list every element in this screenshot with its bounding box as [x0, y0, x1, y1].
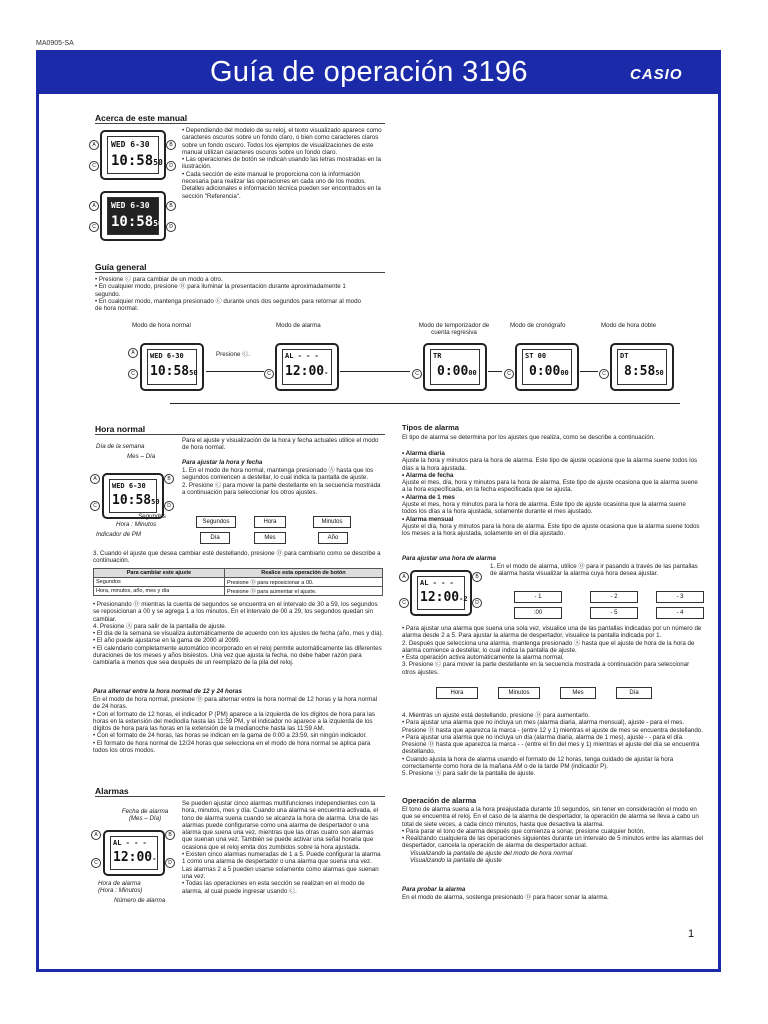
- seq-year: Año: [318, 532, 348, 544]
- month-day-label: Mes – Día: [127, 453, 156, 460]
- button-c-icon: C: [90, 501, 100, 511]
- watch-alarm-detail: AL - - - 12:00-: [103, 830, 165, 876]
- about-bullet: • Las operaciones de botón se indican usando las letras mostradas en la ilustración.: [182, 156, 381, 171]
- button-c-icon: C: [89, 161, 99, 171]
- day-of-week-label: Día de la semana: [96, 443, 145, 450]
- button-c-icon: C: [91, 858, 101, 868]
- alarm-op-text: El tono de alarma suena a la hora preajustada durante 10 segundos, sin tener en consideración el modo en que se encuentra el reloj. En el caso de la alarma de despertador, la operación de alarma se lleva a cabo un total de siete veces, a cada cinco minutos, hasta que desactiva la alarma. • Para parar el tono de alarma después que comienza a sonar, presione cualquier botón. • Realizando cualquiera de las operaciones siguientes durante un intervalo de 5 minutos entre las alarmas del despertador, cancela la operación de alarma de despertador actual. Visualizando la pantalla de ajuste del modo de hora normal Visualizando la pantalla de ajuste: [402, 806, 704, 865]
- press-c-label: Presione Ⓒ.: [216, 351, 251, 358]
- button-b-icon: B: [472, 572, 482, 582]
- alarm-seq-5: - 5: [590, 607, 638, 619]
- arrow-line: [340, 371, 410, 372]
- alarm-time-label: Hora de alarma (Hora : Minutos): [98, 880, 143, 894]
- button-d-icon: D: [166, 222, 176, 232]
- seq2-minutes: Minutos: [498, 687, 540, 699]
- alarm-number-label: Número de alarma: [114, 897, 166, 904]
- button-d-icon: D: [165, 858, 175, 868]
- alarm-types-heading: Tipos de alarma: [402, 423, 459, 432]
- button-c-icon: C: [412, 369, 422, 379]
- seq2-hour: Hora: [436, 687, 478, 699]
- alarm-seq-2: - 2: [590, 591, 638, 603]
- mode-label: Modo de hora doble: [601, 322, 657, 329]
- seq-hour: Hora: [254, 516, 286, 528]
- set-alarm-title: Para ajustar una hora de alarma: [402, 555, 496, 562]
- watch-alarm-set: AL - - - 12:00-2: [410, 570, 472, 616]
- watch-timekeeping: WED 6-30 10:5850: [140, 343, 204, 391]
- casio-logo: CASIO: [630, 66, 683, 83]
- button-c-icon: C: [599, 369, 609, 379]
- page-number: 1: [688, 928, 695, 940]
- alarm-types-list: • Alarma diaria Ajuste la hora y minutos para la hora de alarma. Este tipo de ajuste ocasiona que la alarma suene todos los días a la hora ajustada. • Alarma de fecha Ajuste el mes, día, hora y minutos para la hora de alarma. Este tipo de ajuste ocasiona que la alarma suene a la hora especificada, en la fecha especificada que se ajusta. • Alarma de 1 mes Ajuste el mes, hora y minutos para la hora de alarma. Este tipo de ajuste ocasiona que la alarma suene todos los días a la hora ajustada, solamente durante el mes ajustado. • Alarma mensual Ajuste el día, hora y minutos para la hora de alarma. Este tipo de ajuste ocasiona que la alarma suene todos los meses a la hora ajustada, solamente en el día ajustado.: [402, 450, 700, 538]
- watch-timekeeping-detail: WED 6-30 10:5850: [102, 473, 164, 519]
- test-alarm-text: En el modo de alarma, sostenga presionado Ⓓ para hacer sonar la alarma.: [402, 894, 609, 901]
- seq2-month: Mes: [560, 687, 596, 699]
- button-c-icon: C: [264, 369, 274, 379]
- pm-indicator-label: Indicador de PM: [96, 531, 142, 538]
- about-bullet: • Dependiendo del modelo de su reloj, el texto visualizado aparece como caracteres oscuros sobre un fondo claro, o bien como caracteres claros sobre un fondo oscuro. Todos los ejemplos de visualizaciones de este manual utilizan caracteres oscuros sobre un fondo claro.: [182, 127, 382, 156]
- page-title: Guía de operación 3196: [210, 56, 528, 88]
- seq-seconds: Segundos: [196, 516, 236, 528]
- alarms-text: Se pueden ajustar cinco alarmas multifunciones independientes con la hora, minutos, mes y día. Cuando una alarma se encuentra activada, el tono de alarma suena cuando se alcanza la hora de alarma. Una de las alarmas puede configurarse como una alarma de despertador o una alarma que suena una vez, mientras que las otras cuatro son alarmas que suenan una vez. También se puede activar una señal horaria que ocasiona que el reloj emita dos zumbidos sobre la hora ajustada. • Existen cinco alarmas numeradas de 1 a 5. Puede configurar la alarma 1 como una alarma de despertador o una alarma que suena una vez. Las alarmas 2 a 5 pueden usarse solamente como alarmas que suenan una vez. • Todas las operaciones en esta sección se realizan en el modo de alarma, al cual puede ingresar usando Ⓒ.: [182, 800, 381, 895]
- button-c-icon: C: [89, 222, 99, 232]
- seq2-day: Día: [616, 687, 652, 699]
- about-text: [182, 127, 382, 200]
- set-time-title: Para ajustar la hora y fecha: [182, 459, 263, 466]
- alarm-seq-signal: :00: [514, 607, 562, 619]
- toggle-text: En el modo de hora normal, presione Ⓓ para alternar entre la hora normal de 12 horas y la hora normal de 24 horas. • Con el formato de 12 horas, el indicador P (PM) aparece a la izquierda de los dígitos de hora para las horas en la extensión del mediodía hasta las 11:59 PM, y el indicador no aparece a la izquierda de los dígitos de hora para las horas en la extensión de la medianoche hasta las 11:59 AM. • Con el formato de 24 horas, las horas se indican en la gama de 0:00 a 23:59, sin ningún indicador. • El formato de hora normal de 12/24 horas que selecciona en el modo de hora normal se aplica para todos los otros modos.: [93, 696, 378, 755]
- document-code: MA0905-SA: [36, 40, 74, 47]
- seq-minutes: Minutos: [313, 516, 351, 528]
- button-d-icon: D: [472, 598, 482, 608]
- watch-dual-time: DT 8:5850: [610, 343, 674, 391]
- button-b-icon: B: [165, 830, 175, 840]
- alarm-types-intro: El tipo de alarma se determina por los ajustes que realiza, como se describe a continuación.: [402, 434, 655, 441]
- return-arrow-line: [170, 403, 680, 404]
- watch-countdown: TR 0:0000: [423, 343, 487, 391]
- mode-label: Modo de temporizador de cuenta regresiva: [418, 322, 490, 336]
- watch-alarm: AL - - - 12:00-: [275, 343, 339, 391]
- button-a-icon: A: [399, 572, 409, 582]
- button-d-icon: D: [164, 501, 174, 511]
- alarm-date-label: Fecha de alarma (Mes – Día): [121, 808, 169, 822]
- alarm-seq-1: - 1: [514, 591, 562, 603]
- timekeeping-steps: 1. En el modo de hora normal, mantenga presionado Ⓐ hasta que los segundos comiencen a destellar, lo cual indica la pantalla de ajuste. 2. Presione Ⓒ para mover la parte destellante en la secuencia mostrada a continuación para seleccionar los otros ajustes.: [182, 467, 381, 496]
- button-b-icon: B: [164, 474, 174, 484]
- button-d-icon: D: [166, 161, 176, 171]
- button-c-icon: C: [504, 369, 514, 379]
- about-heading: Acerca de este manual: [95, 113, 385, 124]
- timekeeping-notes: • Presionando Ⓓ mientras la cuenta de segundos se encuentra en el intervalo de 30 a 59, los segundos se reposicionan a 00 y se agrega 1 a los minutos. En el intervalo de 00 a 29, los segundos quedan sin cambiar. 4. Presione Ⓐ para salir de la pantalla de ajuste. • El día de la semana se visualiza automáticamente de acuerdo con los ajustes de fecha (año, mes y día). • El año puede ajustarse en la gama de 2000 al 2099. • El calendario completamente automático incorporado en el reloj permite automáticamente las diferentes duraciones de los meses y años bisiestos. Una vez que ajusta la fecha, no debe haber razón para cambiarla a menos que sea después de un reemplazo de la pila del reloj.: [93, 601, 384, 667]
- button-a-icon: A: [91, 830, 101, 840]
- timekeeping-step3: 3. Cuando el ajuste que desea cambiar esté destellando, presione Ⓓ para cambiarlo como se describe a continuación.: [93, 550, 381, 565]
- test-alarm-title: Para probar la alarma: [402, 886, 466, 893]
- button-b-icon: B: [166, 201, 176, 211]
- set-alarm-step1: 1. En el modo de alarma, utilice Ⓓ para ir pasando a través de las pantallas de alarma hasta visualizar la alarma cuya hora desea ajustar.: [490, 563, 698, 578]
- seq-month: Mes: [254, 532, 286, 544]
- arrow-line: [488, 371, 502, 372]
- watch-dark-display: WED 6-30 10:5850: [100, 191, 166, 241]
- hour-minutes-label: Hora : Minutos: [116, 521, 157, 528]
- general-text: • Presione Ⓒ para cambiar de un modo a otro. • En cualquier modo, presione Ⓑ para iluminar la presentación durante aproximadamente 1 segundo. • En cualquier modo, mantenga presionado Ⓒ durante unos dos segundos para retornar al modo de hora normal.: [95, 276, 361, 313]
- mode-label: Modo de cronógrafo: [510, 322, 566, 329]
- mode-label: Modo de hora normal: [132, 322, 191, 329]
- button-a-icon: A: [128, 348, 138, 358]
- settings-table: Para cambiar este ajuste Realice esta operación de botón Segundos Presione Ⓓ para reposicionar a 00. Hora, minutos, año, mes y día Presione Ⓓ para aumentar el ajuste.: [93, 568, 383, 596]
- watch-stopwatch: ST 00 0:0000: [515, 343, 579, 391]
- arrow-line: [206, 371, 264, 372]
- seq-day: Día: [200, 532, 230, 544]
- button-c-icon: C: [128, 369, 138, 379]
- timekeeping-heading: Hora normal: [95, 424, 385, 435]
- timekeeping-intro: Para el ajuste y visualización de la hora y fecha actuales utilice el modo de hora normal.: [182, 437, 379, 452]
- about-bullet: • Cada sección de este manual le proporciona con la información necesaria para realizar las operaciones en cada uno de los modos. Detalles adicionales e información técnica pueden ser encontrados en la sección "Referencia".: [182, 170, 381, 200]
- set-alarm-bullets: • Para ajustar una alarma que suena una sola vez, visualice una de las pantallas indicadas por un número de alarma desde 2 a 5. Para ajustar la alarma de despertador, visualice la pantalla indicada por 1. 2. Después que selecciona una alarma, mantenga presionado Ⓐ hasta que el ajuste de hora de la hora de alarma comience a destellar, lo cual indica la pantalla de ajuste. • Esta operación activa automáticamente la alarma normal. 3. Presione Ⓒ para mover la parte destellante en la secuencia mostrada a continuación para seleccionar otros ajustes.: [402, 625, 702, 676]
- watch-light-display: WED 6-30 10:5850: [100, 130, 166, 180]
- general-heading: Guía general: [95, 262, 385, 273]
- button-a-icon: A: [90, 474, 100, 484]
- mode-label: Modo de alarma: [276, 322, 321, 329]
- alarms-heading: Alarmas: [95, 786, 385, 797]
- arrow-line: [580, 371, 598, 372]
- alarm-op-heading: Operación de alarma: [402, 796, 477, 805]
- alarm-seq-3: - 3: [656, 591, 704, 603]
- button-a-icon: A: [89, 140, 99, 150]
- toggle-title: Para alternar entre la hora normal de 12 y 24 horas: [93, 688, 242, 695]
- alarm-seq-4: - 4: [656, 607, 704, 619]
- set-alarm-bullets2: 4. Mientras un ajuste está destellando, presione Ⓓ para aumentarlo. • Para ajustar una alarma que no incluya un mes (alarma diaria, alarma mensual), ajuste - para el mes. Presione Ⓓ hasta que aparezca la marca - (entre 12 y 1) mientras el ajuste de mes se encuentra destellando. • Para ajustar una alarma que no incluya un día (alarma diaria, alarma de 1 mes), ajuste - - para el día. Presione Ⓓ hasta que aparezca la marca - - (entre el fin del mes y 1) mientras el ajuste del día se encuentra destellando. • Cuando ajusta la hora de alarma usando el formato de 12 horas, tenga cuidado de ajustar la hora correctamente como hora de la mañana AM o de la tarde PM (indicador P). 5. Presione Ⓐ para salir de la pantalla de ajuste.: [402, 712, 703, 778]
- seconds-label: Segundos: [138, 513, 166, 520]
- button-c-icon: C: [399, 598, 409, 608]
- button-b-icon: B: [166, 140, 176, 150]
- button-a-icon: A: [89, 201, 99, 211]
